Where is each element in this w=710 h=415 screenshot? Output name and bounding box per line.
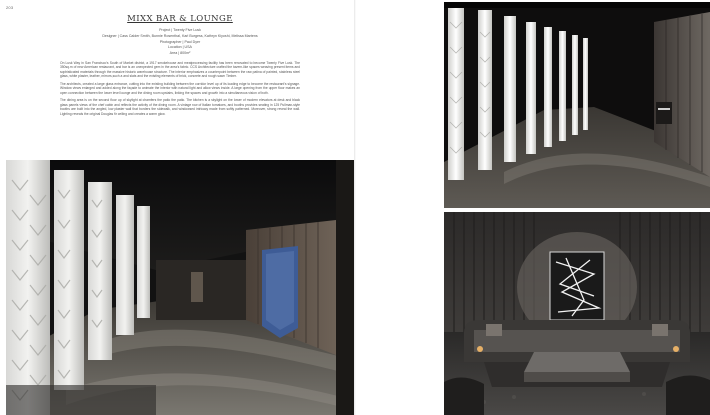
credit-project: Project | Twenty Five Lusk (159, 28, 201, 32)
photo-bar-corridor (6, 160, 354, 415)
credit-location: Location | USA (168, 45, 192, 50)
photo-glass-panel-corridor (444, 2, 710, 208)
article-body (60, 61, 300, 117)
body-paragraph: The architects, created a large glass entrance, cutting into the existing building between the corridor level up of its loading edge to become the restaurant's signage. Window views enlarged and added along the façade to animate the interior with natural light and allow views inside. A large opening from the upper floor makes an open connection between the lower level lounge and the dining room upstairs, linking the spaces and growth into a simultaneous vision of both. (60, 81, 300, 95)
credit-designer: Designer | Cass Calder Smith, Bunnie Rosenthal, Karl Burgess, Kathryn Kiyoshi, Melissa Martens (102, 33, 258, 38)
credit-area: Area | 800m² (169, 51, 191, 56)
spine-gutter (354, 0, 356, 415)
credit-photographer: Photographer | Paul Dyer (159, 39, 201, 44)
photo-sunken-lounge (444, 212, 710, 415)
body-paragraph: On Lusk Way in San Francisco's South of Market district, a 1917 smokehouse and meatprocessing facility has been renovated to become Twenty Five Lusk. The 350sq.m of new American restaurant, and bar is an unexpected gem in the area's fabric. CCS Architecture crafted the tavern-like spaces weaving present items and sophisticated materials through the massive historic warehouse structure. The interior emphasizes a counterpoint between the raw patina of painted, stainless steel glass, white plaster, leather, mirrors,such a and slats and the existing elements of brick, concrete and rough sawn Timber. (60, 60, 300, 79)
page-number-left: 203 (6, 5, 14, 10)
body-paragraph: The dining area is on the second floor up of skylight at chamfers the patio the patio. The kitchen is a skylight on the lower of modern elevators at desk and black glass panels views of the chef cabin and reflects the activity of the dining room. A vintage row of Italian tomatoes, and booths provides seating in 125 Pullman-style booths are built into the angled, low plaster wall that borders the sidewalk, and windowsed intricacy made from softly patterned. Moreover, strong reveal the wall. Lighting reveals the original Douglas fir ceiling and creates a warm glow. (60, 98, 300, 116)
article-title: MIXX BAR & LOUNGE (127, 14, 233, 24)
article-text-block (60, 14, 300, 119)
